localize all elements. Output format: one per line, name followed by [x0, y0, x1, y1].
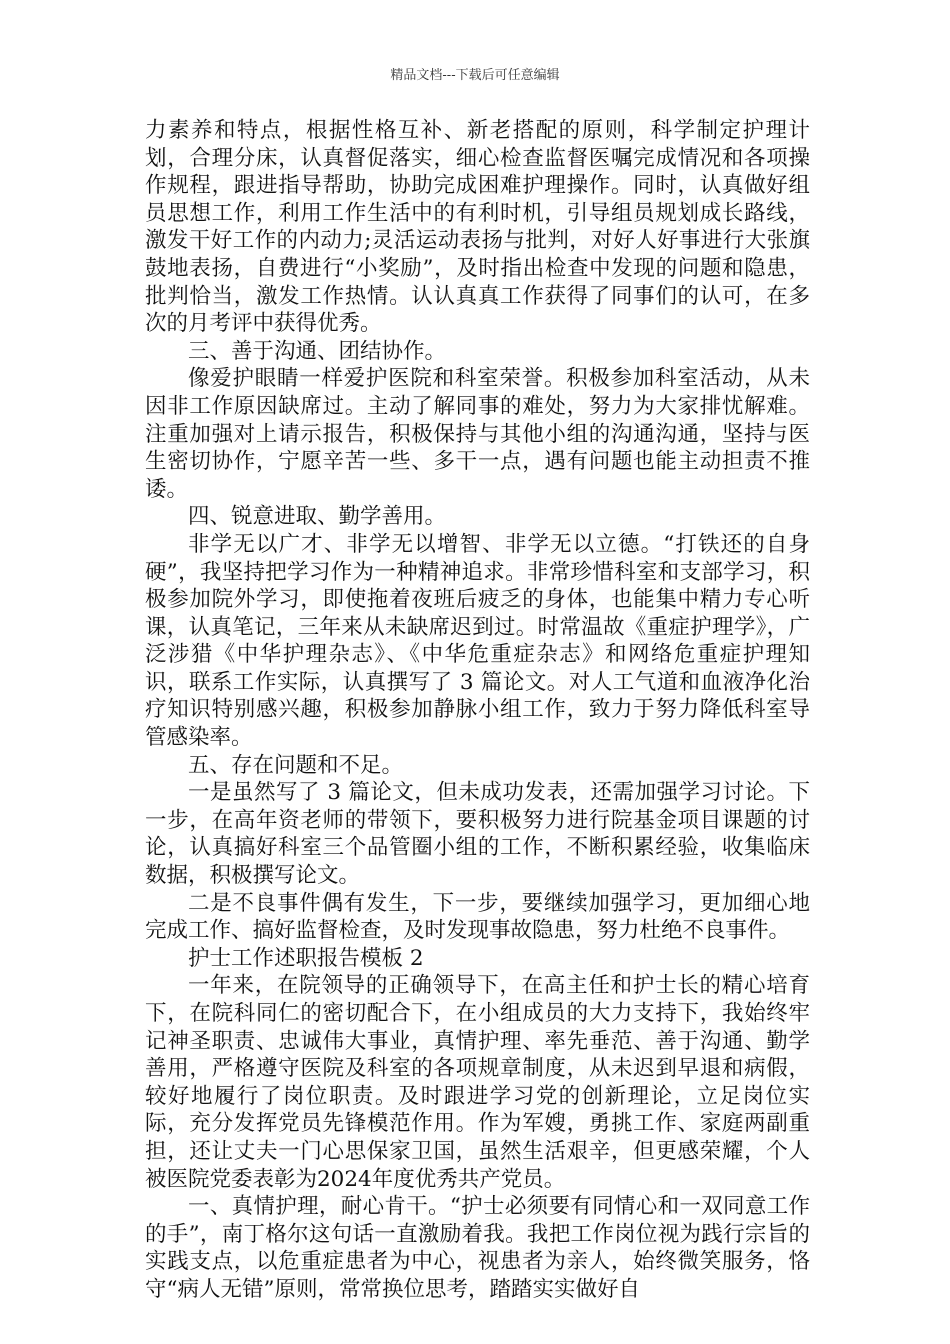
- template-title: 护士工作述职报告模板 2: [188, 945, 424, 971]
- paragraph-7: 一是虽然写了 3 篇论文，但未成功发表，还需加强学习讨论。下一步，在高年资老师的带领下，要积极努力进行院基金项目课题的讨论，认真搞好科室三个品管圈小组的工作，不断积累经验，收集临床数据，积极撰写论文。: [145, 780, 810, 889]
- page-header: 精品文档---下载后可任意编辑: [390, 68, 560, 83]
- paragraph-10: 一年来，在院领导的正确领导下，在高主任和护士长的精心培育下，在院科同仁的密切配合下，在小组成员的大力支持下，我始终牢记神圣职责、忠诚伟大事业，真情护理、率先垂范、善于沟通、勤学善用，严格遵守医院及科室的各项规章制度，从未迟到早退和病假，较好地履行了岗位职责。及时跟进学习党的创新理论，立足岗位实际，充分发挥党员先锋模范作用。作为军嫂，勇挑工作、家庭两副重担，还让丈夫一门心思保家卫国，虽然生活艰辛，但更感荣耀，个人被医院党委表彰为2024年度优秀共产党员。: [145, 973, 810, 1192]
- document-body: [145, 117, 810, 1304]
- paragraph-11: 一、真情护理，耐心肯干。“护士必须要有同情心和一双同意工作的手”，南丁格尔这句话一直激励着我。我把工作岗位视为践行宗旨的实践支点，以危重症患者为中心，视患者为亲人，始终微笑服务，恪守“病人无错”原则，常常换位思考，踏踏实实做好自: [145, 1194, 810, 1302]
- paragraph-1: 力素养和特点，根据性格互补、新老搭配的原则，科学制定护理计划，合理分床，认真督促落实，细心检查监督医嘱完成情况和各项操作规程，跟进指导帮助，协助完成困难护理操作。同时，认真做好组员思想工作，利用工作生活中的有利时机，引导组员规划成长路线，激发干好工作的内动力;灵活运动表扬与批判，对好人好事进行大张旗鼓地表扬，自费进行“小奖励”，及时指出检查中发现的问题和隐患，批判恰当，激发工作热情。认认真真工作获得了同事们的认可，在多次的月考评中获得优秀。: [145, 118, 810, 337]
- section-heading-4: 四、锐意进取、勤学善用。: [188, 504, 447, 530]
- section-heading-5: 五、存在问题和不足。: [188, 752, 404, 778]
- paragraph-3: 像爱护眼睛一样爱护医院和科室荣誉。积极参加科室活动，从未因非工作原因缺席过。主动了解同事的难处，努力为大家排忧解难。注重加强对上请示报告，积极保持与其他小组的沟通沟通，坚持与医生密切协作，宁愿辛苦一些、多干一点，遇有问题也能主动担责不推诿。: [145, 366, 810, 502]
- paragraph-5: 非学无以广才、非学无以增智、非学无以立德。“打铁还的自身硬”，我坚持把学习作为一种精神追求。非常珍惜科室和支部学习，积极参加院外学习，即使拖着夜班后疲乏的身体，也能集中精力专心听课，认真笔记，三年来从未缺席迟到过。时常温故《重症护理学》，广泛涉猎《中华护理杂志》、《中华危重症杂志》和网络危重症护理知识，联系工作实际，认真撰写了 3 篇论文。对人工气道和血液净化治疗知识特别感兴趣，积极参加静脉小组工作，致力于努力降低科室导管感染率。: [145, 531, 810, 751]
- section-heading-3: 三、善于沟通、团结协作。: [188, 338, 447, 364]
- paragraph-8: 二是不良事件偶有发生，下一步，要继续加强学习，更加细心地完成工作、搞好监督检查，及时发现事故隐患，努力杜绝不良事件。: [145, 890, 810, 944]
